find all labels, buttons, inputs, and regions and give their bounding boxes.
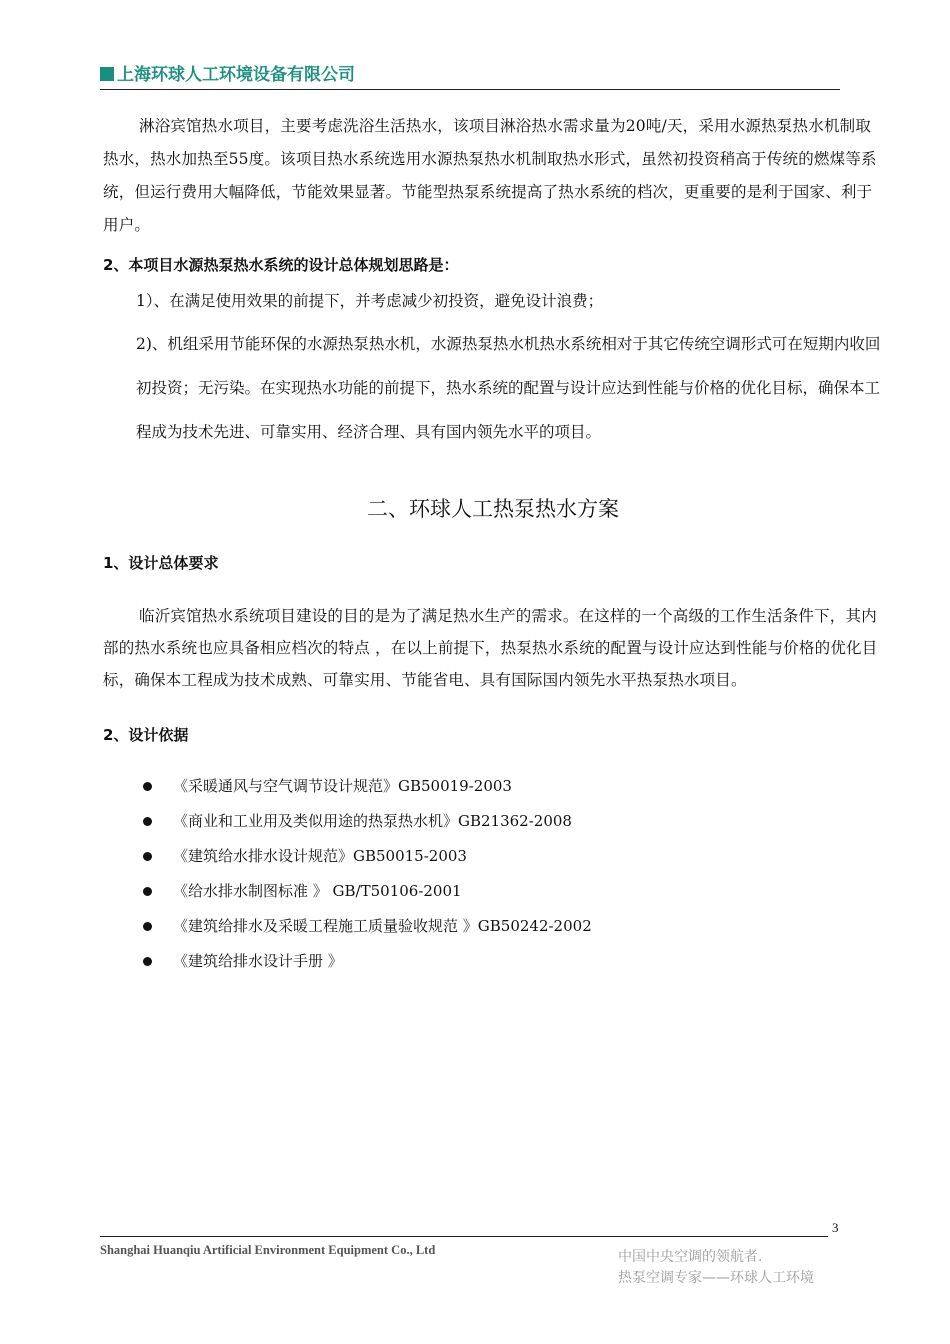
list-item xyxy=(103,769,883,804)
list-item xyxy=(103,909,883,944)
requirements-heading: 1、设计总体要求 xyxy=(103,554,219,572)
planning-item-2: 2)、机组采用节能环保的水源热泵热水机，水源热泵热水机热水系统相对于其它传统空调形式可在短期内收回初投资；无污染。在实现热水功能的前提下，热水系统的配置与设计应达到性能与价格的优化目标，确保本工程成为技术先进、可靠实用、经济合理、具有国内领先水平的项目。 xyxy=(136,335,881,441)
list-item xyxy=(103,944,883,979)
footer-slogan-line-2: 热泵空调专家——环球人工环境 xyxy=(618,1270,814,1286)
header-company-name: 上海环球人工环境设备有限公司 xyxy=(117,65,355,85)
section-title: 二、环球人工热泵热水方案 xyxy=(367,497,619,521)
bullet-icon xyxy=(143,782,152,791)
reference-text: 《商业和工业用及类似用途的热泵热水机》GB21362-2008 xyxy=(173,812,572,830)
document-body xyxy=(103,110,883,979)
list-item xyxy=(103,804,883,839)
reference-text: 《建筑给排水及采暖工程施工质量验收规范 》GB50242-2002 xyxy=(173,917,592,935)
basis-heading: 2、设计依据 xyxy=(103,726,189,744)
planning-item-1: 1）、在满足使用效果的前提下，并考虑减少初投资，避免设计浪费； xyxy=(136,292,604,310)
header-square-icon xyxy=(100,67,114,81)
reference-text: 《采暖通风与空气调节设计规范》GB50019-2003 xyxy=(173,777,512,795)
footer-slogan xyxy=(618,1247,814,1289)
footer-divider xyxy=(100,1236,828,1237)
intro-paragraph: 淋浴宾馆热水项目，主要考虑洗浴生活热水，该项目淋浴热水需求量为20吨/天，采用水源热泵热水机制取热水，热水加热至55度。该项目热水系统选用水源热泵热水机制取热水形式，虽然初投资稍高于传统的燃煤等系统，但运行费用大幅降低，节能效果显著。节能型热泵系统提高了热水系统的档次，更重要的是利于国家、利于用户。 xyxy=(103,117,877,234)
requirements-paragraph: 临沂宾馆热水系统项目建设的目的是为了满足热水生产的需求。在这样的一个高级的工作生活条件下，其内部的热水系统也应具备相应档次的特点 ，在以上前提下，热泵热水系统的配置与设计应达到性能与价格的优化目标，确保本工程成为技术成熟、可靠实用、节能省电、具有国际国内领先水平热泵热水项目。 xyxy=(103,607,878,689)
bullet-icon xyxy=(143,852,152,861)
reference-text: 《给水排水制图标准 》 GB/T50106-2001 xyxy=(173,882,462,900)
page-number: 3 xyxy=(832,1220,839,1235)
list-item xyxy=(103,839,883,874)
bullet-icon xyxy=(143,957,152,966)
bullet-icon xyxy=(143,922,152,931)
bullet-icon xyxy=(143,817,152,826)
bullet-icon xyxy=(143,887,152,896)
page-header xyxy=(100,64,840,90)
reference-text: 《建筑给水排水设计规范》GB50015-2003 xyxy=(173,847,467,865)
footer-slogan-line-1: 中国中央空调的领航者. xyxy=(618,1249,763,1265)
reference-text: 《建筑给排水设计手册 》 xyxy=(173,952,343,970)
list-item xyxy=(103,874,883,909)
references-list xyxy=(103,769,883,979)
footer-company-english: Shanghai Huanqiu Artificial Environment Equipment Co., Ltd xyxy=(100,1243,436,1257)
planning-heading: 2、本项目水源热泵热水系统的设计总体规划思路是： xyxy=(103,256,459,274)
